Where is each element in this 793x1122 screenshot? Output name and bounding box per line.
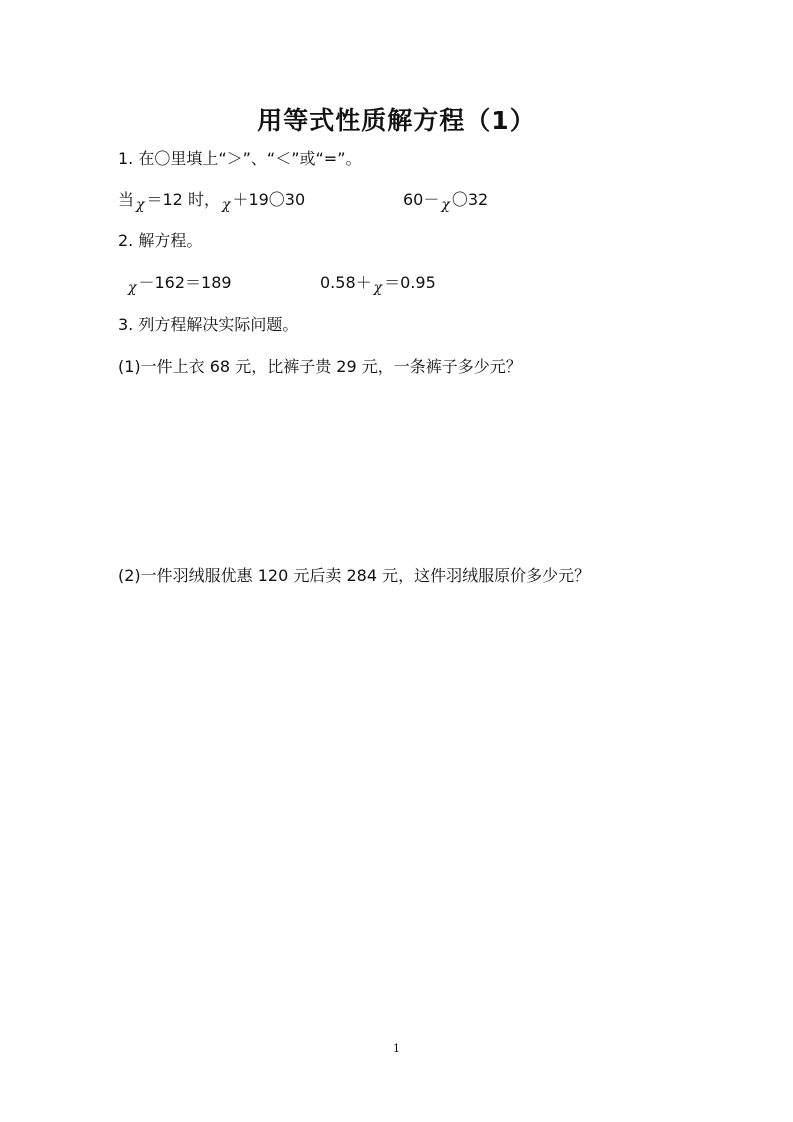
q3-sub2: (2)一件羽绒服优惠 120 元后卖 284 元，这件羽绒服原价多少元？: [118, 566, 591, 585]
q2-equation-1: [126, 273, 232, 294]
q2-equation-2: [320, 273, 436, 294]
q1-expr2-var: χ: [441, 197, 450, 213]
q1-expr1-tail: ＋19〇30: [232, 190, 306, 209]
q2-heading: 2. 解方程。: [118, 231, 203, 250]
q2-eq2-tail: ＝0.95: [384, 273, 436, 292]
q1-cond-prefix: 当: [118, 190, 135, 209]
q2-eq2-var: χ: [373, 280, 383, 296]
q3-sub1: (1)一件上衣 68 元，比裤子贵 29 元，一条裤子多少元？: [118, 357, 522, 376]
page-number: 1: [393, 1042, 400, 1055]
q1-expr2: [403, 190, 488, 211]
q2-eq1-tail: －162＝189: [138, 273, 232, 292]
q3-heading: 3. 列方程解决实际问题。: [118, 315, 299, 334]
q2-eq1-var: χ: [128, 280, 137, 296]
q1-expr2-tail: 〇32: [451, 190, 489, 209]
q1-cond-suffix: ＝12 时，: [146, 190, 220, 209]
q1-var-x: χ: [136, 197, 145, 213]
q1-expr1-var: χ: [221, 197, 231, 213]
page-title: 用等式性质解方程（1）: [257, 106, 536, 135]
q1-expr2-head: 60－: [403, 190, 440, 209]
q1-heading: 1. 在〇里填上“＞”、“＜”或“=”。: [118, 149, 362, 168]
q2-eq2-head: 0.58＋: [320, 273, 372, 292]
q1-condition-row: [118, 190, 305, 211]
